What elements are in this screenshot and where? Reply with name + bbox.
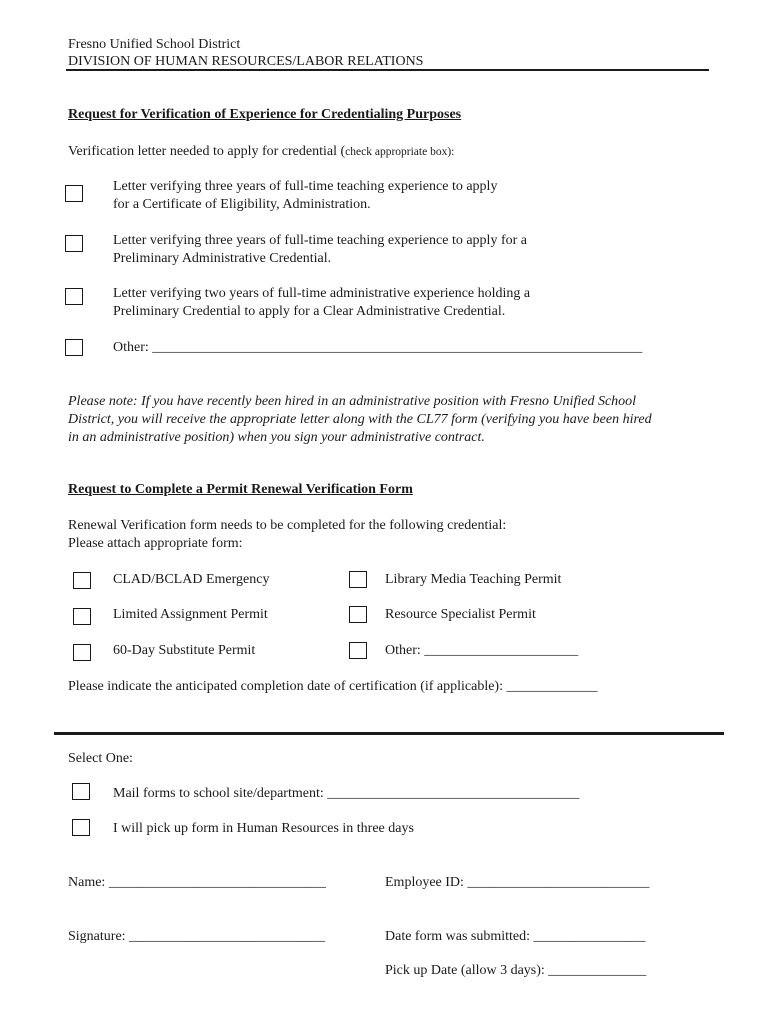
checkbox-limited-assignment[interactable] [73,608,91,625]
checkbox-resource-specialist[interactable] [349,606,367,623]
employee-id-field[interactable]: Employee ID: __________________________ [385,875,650,890]
section2-intro-2: Please attach appropriate form: [68,536,243,551]
name-field[interactable]: Name: _______________________________ [68,875,326,890]
checkbox-clad-bclad[interactable] [73,572,91,589]
section2-title: Request to Complete a Permit Renewal Verification Form [68,482,413,497]
option-1-line2: for a Certificate of Eligibility, Administration. [113,197,371,212]
other-letter-field[interactable]: Other: ______________________________________________________________________ [113,340,643,355]
completion-date-field[interactable]: Please indicate the anticipated completion date of certification (if applicable): _____________ [68,679,598,694]
checkbox-pickup-hr[interactable] [72,819,90,836]
option-2-line1: Letter verifying three years of full-time teaching experience to apply for a [113,233,527,248]
header-rule [66,69,709,71]
pickup-date-field[interactable]: Pick up Date (allow 3 days): ______________ [385,963,647,978]
permit-clad-bclad: CLAD/BCLAD Emergency [113,572,270,587]
section1-intro [68,143,454,161]
option-1-line1: Letter verifying three years of full-time teaching experience to apply [113,179,498,194]
note-line-2: District, you will receive the appropriate letter along with the CL77 form (verifying you have been hired [68,412,652,427]
pickup-hr-label: I will pick up form in Human Resources in three days [113,821,414,836]
division-name: DIVISION OF HUMAN RESOURCES/LABOR RELATIONS [68,54,424,69]
checkbox-mail-forms[interactable] [72,783,90,800]
checkbox-other-letter[interactable] [65,339,83,356]
section1-title: Request for Verification of Experience for Credentialing Purposes [68,107,462,122]
checkbox-other-permit[interactable] [349,642,367,659]
option-2-line2: Preliminary Administrative Credential. [113,251,332,266]
section1-intro-small: check appropriate box): [345,146,455,158]
section1-intro-main: Verification letter needed to apply for credential ( [68,144,346,159]
permit-60-day-substitute: 60-Day Substitute Permit [113,643,256,658]
checkbox-preliminary-admin[interactable] [65,235,83,252]
section-divider [54,732,724,735]
checkbox-60-day-substitute[interactable] [73,644,91,661]
checkbox-certificate-eligibility[interactable] [65,185,83,202]
signature-field[interactable]: Signature: ____________________________ [68,929,326,944]
permit-library-media: Library Media Teaching Permit [385,572,562,587]
checkbox-library-media[interactable] [349,571,367,588]
section2-intro-1: Renewal Verification form needs to be completed for the following credential: [68,518,507,533]
date-submitted-field[interactable]: Date form was submitted: ________________ [385,929,646,944]
mail-forms-field[interactable]: Mail forms to school site/department: ____________________________________ [113,786,580,801]
option-3-line1: Letter verifying two years of full-time administrative experience holding a [113,286,531,301]
checkbox-clear-admin[interactable] [65,288,83,305]
permit-other-field[interactable]: Other: ______________________ [385,643,579,658]
note-line-1: Please note: If you have recently been hired in an administrative position with Fresno Unified School [68,394,637,409]
note-line-3: in an administrative position) when you sign your administrative contract. [68,430,485,445]
permit-resource-specialist: Resource Specialist Permit [385,607,536,622]
select-one-label: Select One: [68,751,133,766]
option-3-line2: Preliminary Credential to apply for a Clear Administrative Credential. [113,304,506,319]
district-name: Fresno Unified School District [68,37,241,52]
permit-limited-assignment: Limited Assignment Permit [113,607,268,622]
